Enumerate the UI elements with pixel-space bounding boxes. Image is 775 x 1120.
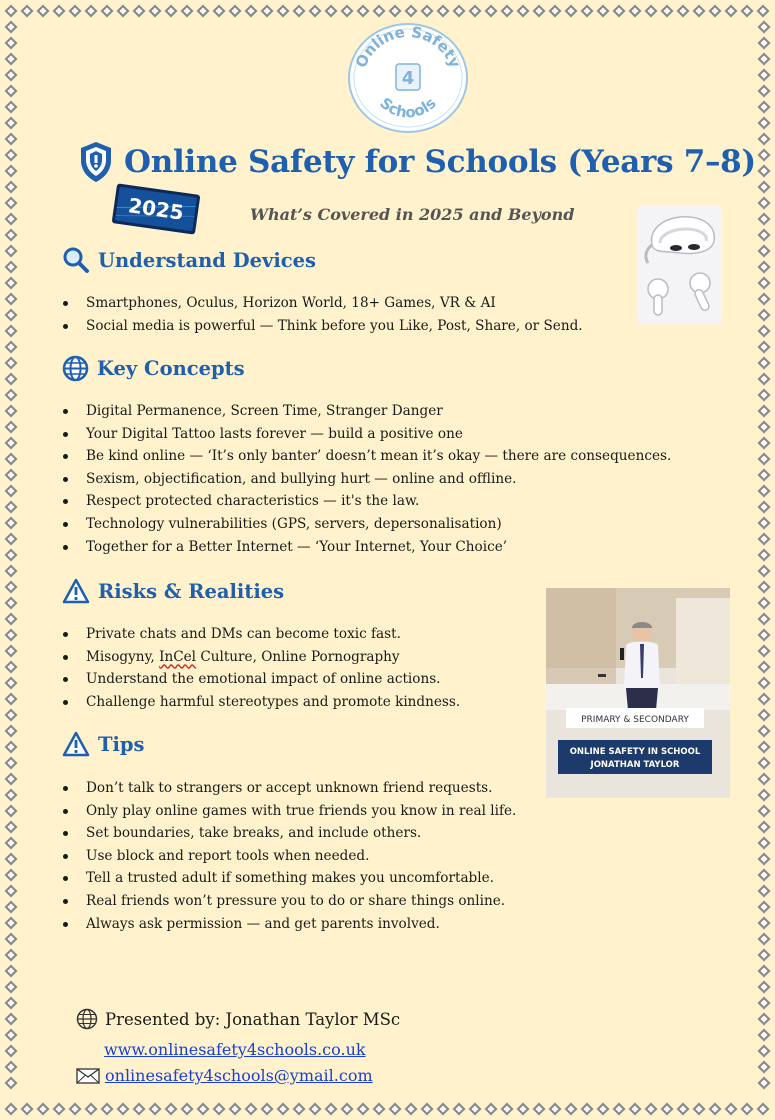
list-item: Your Digital Tattoo lasts forever — build a positive one (62, 423, 671, 446)
envelope-icon (76, 1067, 100, 1085)
title-row (78, 140, 758, 184)
subtitle: What’s Covered in 2025 and Beyond (250, 205, 575, 224)
presenter-line (76, 1008, 400, 1030)
year-2025-badge (108, 183, 204, 235)
list-item: Technology vulnerabilities (GPS, servers, depersonalisation) (62, 513, 671, 536)
devices-list (62, 292, 583, 337)
spellcheck-flagged-word: InCel (159, 648, 197, 665)
list-item: Only play online games with true friends you know in real life. (62, 800, 516, 823)
list-item: Together for a Better Internet — ‘Your Internet, Your Choice’ (62, 536, 671, 559)
online-safety-4-schools-logo (347, 22, 469, 134)
svg-text:Schools: Schools (376, 93, 440, 122)
warning-icon (62, 731, 90, 757)
list-item: Respect protected characteristics — it's the law. (62, 490, 671, 513)
list-item: Digital Permanence, Screen Time, Stranger Danger (62, 400, 671, 423)
list-item: Understand the emotional impact of online actions. (62, 668, 460, 691)
list-item: Set boundaries, take breaks, and include others. (62, 822, 516, 845)
section-key-concepts (62, 355, 245, 382)
vr-headset-image (638, 205, 722, 323)
section-heading: Key Concepts (97, 357, 245, 380)
page-title: Online Safety for Schools (Years 7–8) (124, 144, 756, 180)
presented-by: Presented by: Jonathan Taylor MSc (105, 1009, 401, 1029)
svg-text:JONATHAN TAYLOR: JONATHAN TAYLOR (590, 760, 680, 770)
section-understand-devices (62, 246, 316, 274)
svg-text:ONLINE SAFETY IN SCHOOL: ONLINE SAFETY IN SCHOOL (569, 747, 701, 757)
warning-icon (62, 578, 90, 604)
section-tips (62, 731, 145, 757)
svg-text:2025: 2025 (126, 193, 186, 225)
section-heading: Understand Devices (98, 248, 317, 272)
list-item: Real friends won’t pressure you to do or share things online. (62, 890, 516, 913)
list-item: Misogyny, InCel Culture, Online Pornography (62, 646, 460, 669)
list-item: Tell a trusted adult if something makes you uncomfortable. (62, 867, 516, 890)
list-item: Private chats and DMs can become toxic fast. (62, 623, 460, 646)
list-item: Use block and report tools when needed. (62, 845, 516, 868)
section-heading: Tips (98, 732, 145, 756)
globe-icon (76, 1008, 98, 1030)
globe-icon (62, 355, 89, 382)
email-row (76, 1066, 373, 1085)
list-item: Challenge harmful stereotypes and promote kindness. (62, 691, 460, 714)
svg-text:Online Safety: Online Safety (351, 22, 465, 71)
shield-icon (78, 140, 114, 184)
risks-list (62, 623, 460, 713)
email-link[interactable]: onlinesafety4schools@ymail.com (105, 1066, 373, 1085)
svg-text:PRIMARY & SECONDARY: PRIMARY & SECONDARY (581, 715, 689, 725)
list-item: Don’t talk to strangers or accept unknown friend requests. (62, 777, 516, 800)
section-risks-realities (62, 578, 284, 604)
list-item: Be kind online — ‘It’s only banter’ doesn’t mean it’s okay — there are consequences. (62, 445, 671, 468)
section-heading: Risks & Realities (98, 579, 285, 603)
website-link[interactable]: www.onlinesafety4schools.co.uk (104, 1040, 366, 1059)
tips-list (62, 777, 516, 935)
concepts-list (62, 400, 671, 558)
list-item: Smartphones, Oculus, Horizon World, 18+ Games, VR & AI (62, 292, 583, 315)
magnifier-icon (62, 246, 90, 274)
list-item: Social media is powerful — Think before you Like, Post, Share, or Send. (62, 315, 583, 338)
svg-text:4: 4 (401, 68, 415, 89)
list-item: Always ask permission — and get parents involved. (62, 913, 516, 936)
list-item: Sexism, objectification, and bullying hurt — online and offline. (62, 468, 671, 491)
presenter-photo (546, 588, 730, 798)
